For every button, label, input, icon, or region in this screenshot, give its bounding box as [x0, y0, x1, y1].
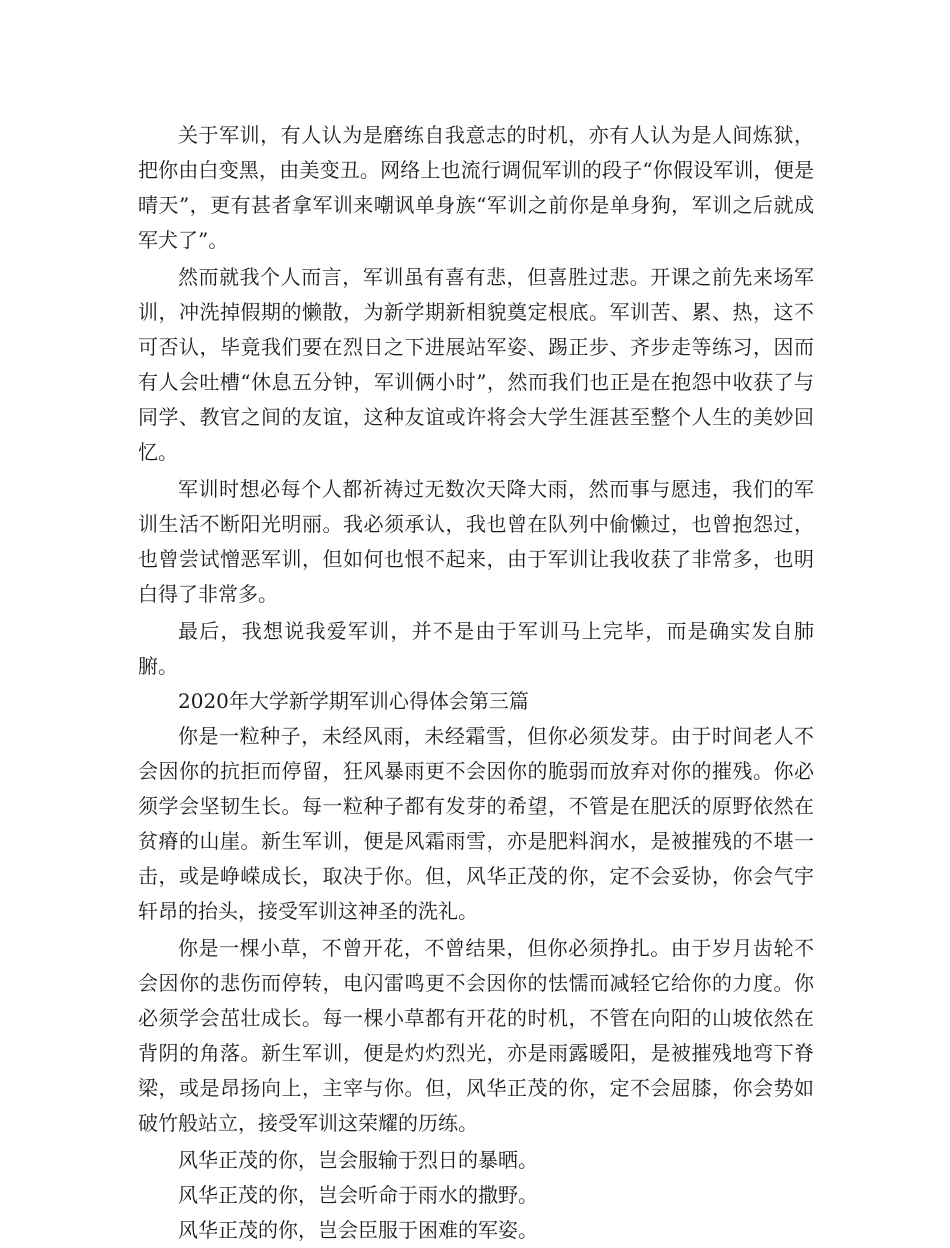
document-body — [138, 118, 814, 1248]
paragraph: 风华正茂的你，岂会服输于烈日的暴晒。 — [178, 1148, 538, 1172]
paragraph: 然而就我个人而言，军训虽有喜有悲，但喜胜过悲。开课之前先来场军训，冲洗掉假期的懒散，为新学期新相貌奠定根底。军训苦、累、热，这不可否认，毕竟我们要在烈日之下进展站军姿、踢正步、齐步走等练习，因而有人会吐槽“休息五分钟，军训俩小时”，然而我们也正是在抱怨中收获了与同学、教官之间的友谊，这种友谊或许将会大学生涯甚至整个人生的美妙回忆。 — [138, 265, 814, 464]
paragraph: 风华正茂的你，岂会听命于雨水的撒野。 — [178, 1183, 538, 1207]
paragraph: 你是一粒种子，未经风雨，未经霜雪，但你必须发芽。由于时间老人不会因你的抗拒而停留，狂风暴雨更不会因你的脆弱而放弃对你的摧残。你必须学会坚韧生长。每一粒种子都有发芽的希望，不管是在肥沃的原野依然在贫瘠的山崖。新生军训，便是风霜雨雪，亦是肥料润水，是被摧残的不堪一击，或是峥嵘成长，取决于你。但，风华正茂的你，定不会妥协，你会气宇轩昂的抬头，接受军训这神圣的洗礼。 — [138, 724, 814, 923]
paragraph: 关于军训，有人认为是磨练自我意志的时机，亦有人认为是人间炼狱，把你由白变黑，由美变丑。网络上也流行调侃军训的段子“你假设军训，便是晴天”，更有甚者拿军训来嘲讽单身族“军训之前你是单身狗，军训之后就成军犬了”。 — [138, 123, 814, 252]
paragraph: 最后，我想说我爱军训，并不是由于军训马上完毕，而是确实发自肺腑。 — [138, 619, 814, 678]
section-title: 2020年大学新学期军训心得体会第三篇 — [178, 689, 529, 713]
paragraph: 你是一棵小草，不曾开花，不曾结果，但你必须挣扎。由于岁月齿轮不会因你的悲伤而停转，电闪雷鸣更不会因你的怯懦而减轻它给你的力度。你必须学会茁壮成长。每一棵小草都有开花的时机，不管在向阳的山坡依然在背阴的角落。新生军训，便是灼灼烈光，亦是雨露暖阳，是被摧残地弯下脊梁，或是昂扬向上，主宰与你。但，风华正茂的你，定不会屈膝，你会势如破竹般站立，接受军训这荣耀的历练。 — [138, 936, 814, 1135]
paragraph: 军训时想必每个人都祈祷过无数次天降大雨，然而事与愿违，我们的军训生活不断阳光明丽。我必须承认，我也曾在队列中偷懒过，也曾抱怨过，也曾尝试憎恶军训，但如何也恨不起来，由于军训让我收获了非常多，也明白得了非常多。 — [138, 477, 814, 606]
paragraph: 风华正茂的你，岂会臣服于困难的军姿。 — [178, 1218, 538, 1242]
